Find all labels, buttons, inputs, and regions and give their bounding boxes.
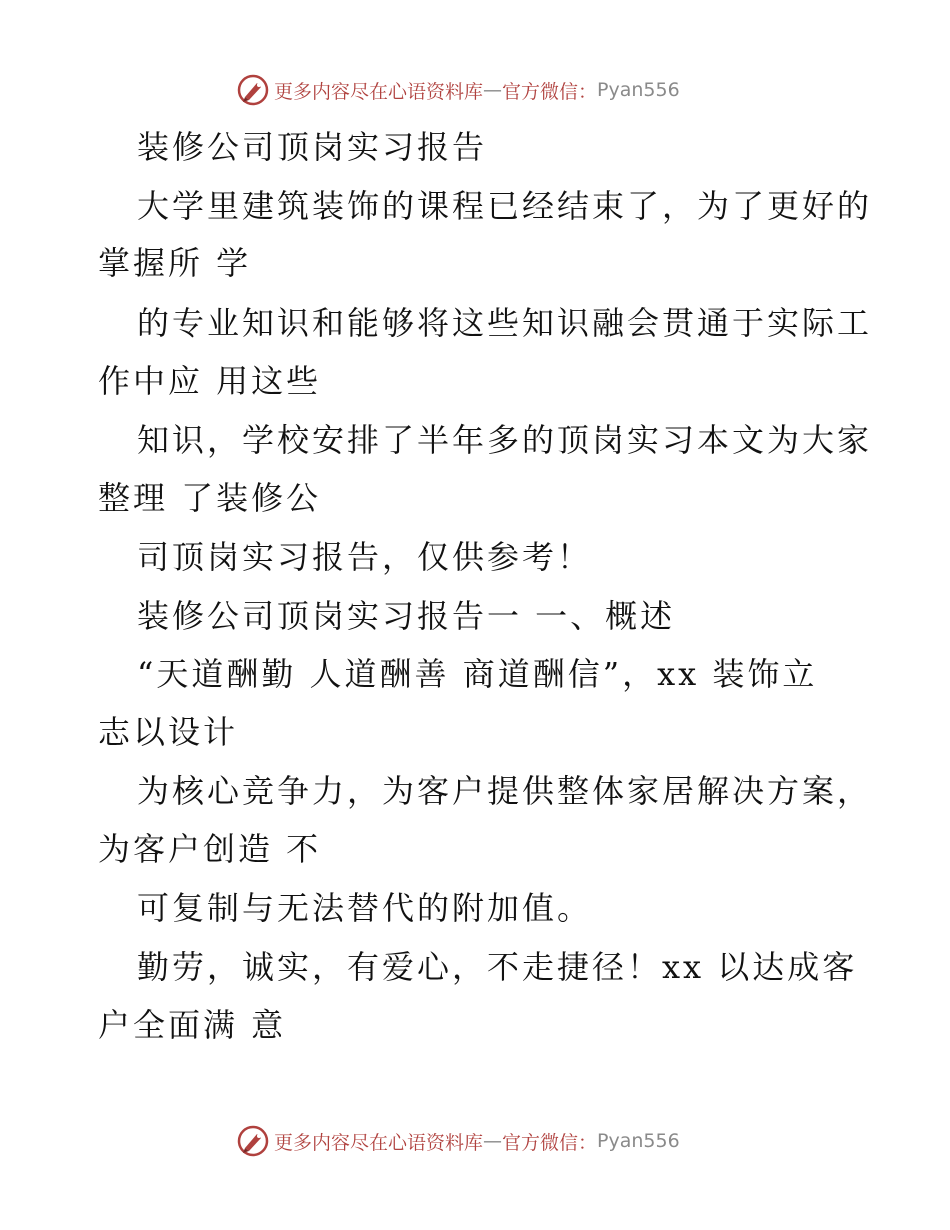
paragraph-line: 的专业知识和能够将这些知识融会贯通于实际工 [137, 304, 873, 342]
footer-separator: — [483, 1130, 503, 1152]
footer-promo-text: 更多内容尽在心语资料库 [274, 1131, 484, 1154]
paragraph-line: 掌握所 学 [98, 244, 252, 282]
header-promo-text: 更多内容尽在心语资料库 [274, 80, 484, 103]
footer-banner [236, 1121, 756, 1161]
paragraph-line: 大学里建筑装饰的课程已经结束了，为了更好的 [137, 187, 873, 225]
paragraph-line: 作中应 用这些 [98, 362, 322, 400]
section-heading: 装修公司顶岗实习报告一 一、概述 [137, 597, 676, 635]
paragraph-line: 为核心竞争力，为客户提供整体家居解决方案， [137, 772, 873, 810]
footer-wechat-label: 官方微信： [502, 1131, 598, 1154]
header-wechat-id: Pyan556 [597, 79, 680, 101]
paragraph-line: 司顶岗实习报告，仅供参考！ [137, 538, 593, 576]
paragraph-line: 可复制与无法替代的附加值。 [137, 889, 593, 927]
paragraph-line: “天道酬勤 人道酬善 商道酬信”，xx 装饰立 [137, 655, 818, 693]
header-wechat-label: 官方微信： [502, 80, 598, 103]
footer-wechat-id: Pyan556 [597, 1130, 680, 1152]
document-title: 装修公司顶岗实习报告 [137, 128, 488, 166]
paragraph-line: 整理 了装修公 [98, 479, 322, 517]
paragraph-line: 户全面满 意 [98, 1006, 287, 1044]
paragraph-line: 勤劳，诚实，有爱心，不走捷径！xx 以达成客 [137, 948, 858, 986]
paragraph-line: 为客户创造 不 [98, 830, 322, 868]
paragraph-line: 志以设计 [98, 713, 239, 751]
header-separator: — [483, 79, 503, 101]
header-banner [236, 70, 756, 110]
pen-logo-icon [236, 73, 270, 107]
pen-logo-icon [236, 1124, 270, 1158]
paragraph-line: 知识，学校安排了半年多的顶岗实习本文为大家 [137, 421, 873, 459]
